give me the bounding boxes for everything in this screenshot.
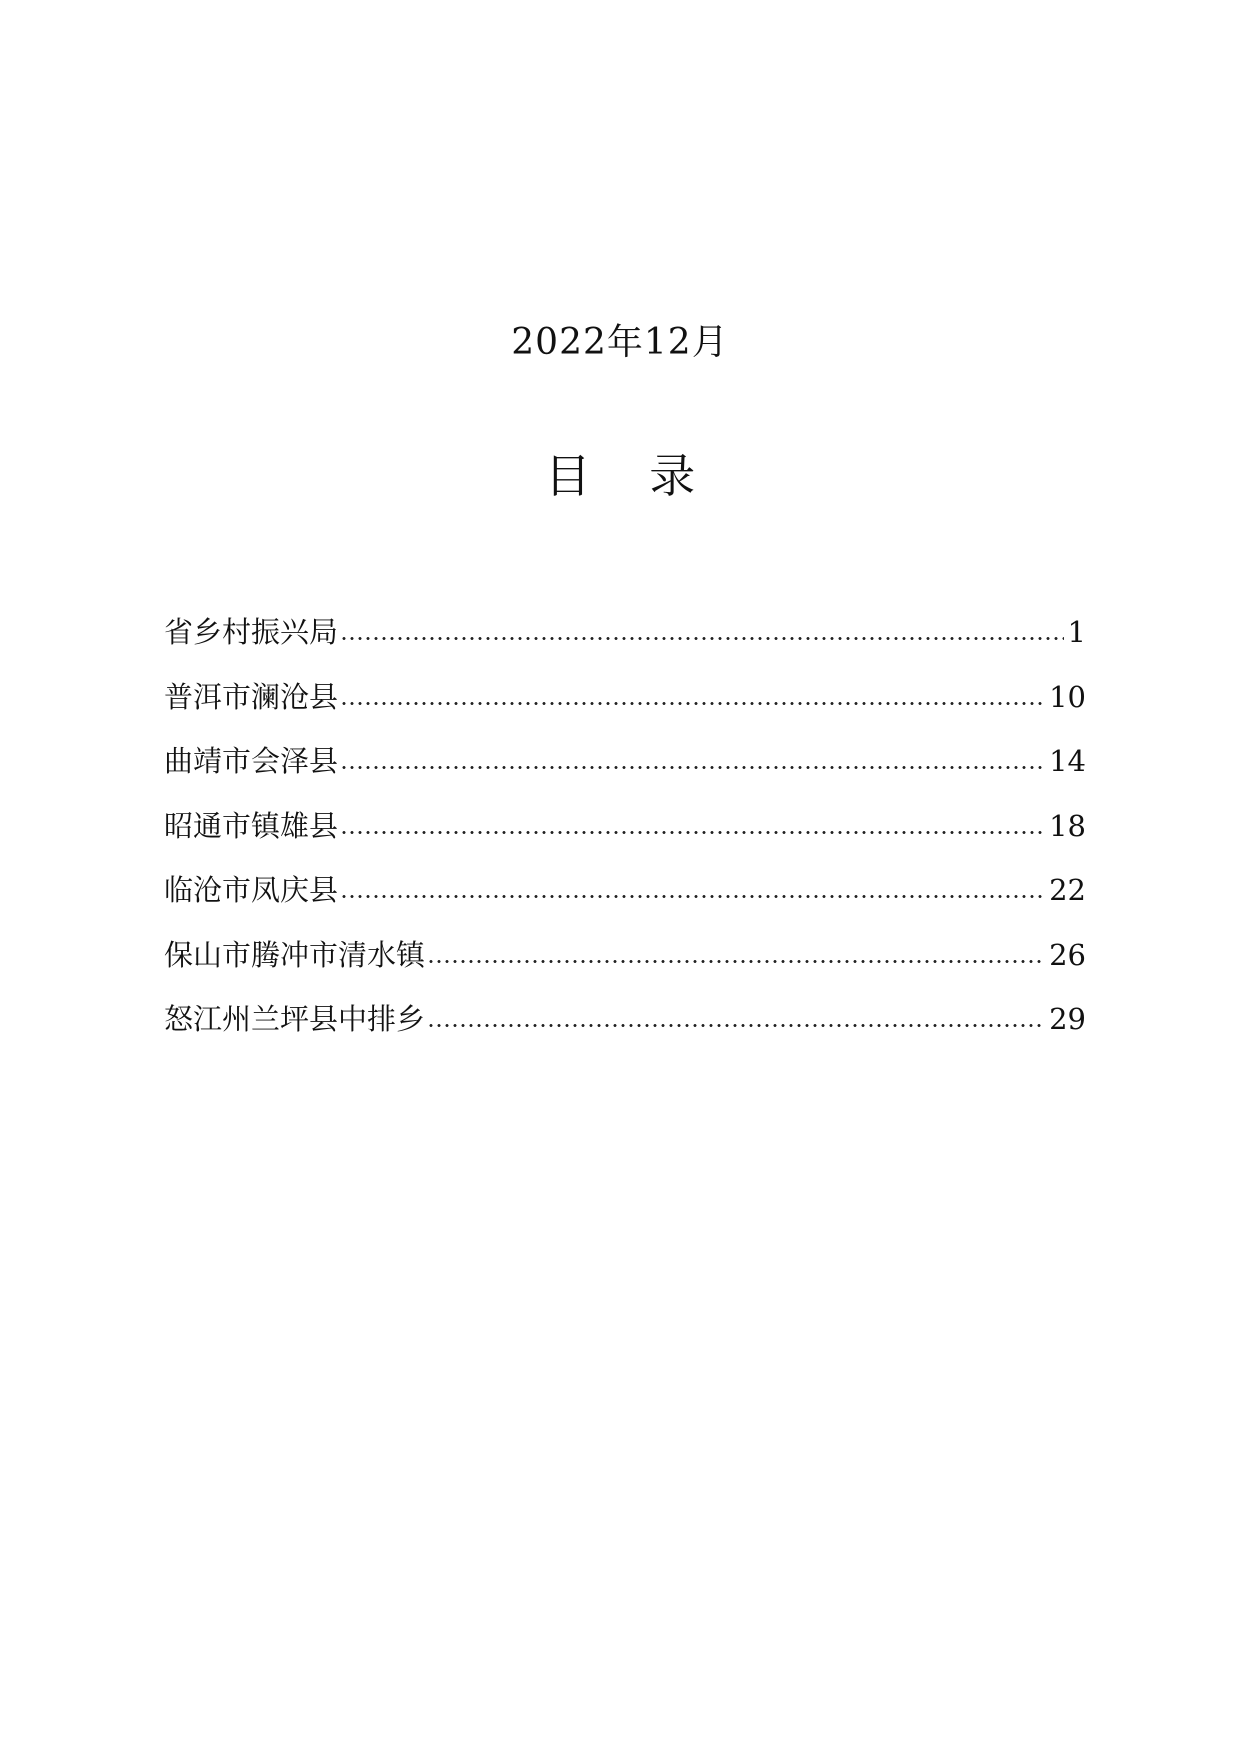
toc-entry-label[interactable]: 保山市腾冲市清水镇 [164, 937, 426, 972]
toc-entry-page-number: 14 [1049, 744, 1086, 778]
toc-title: 目 录 [544, 449, 718, 503]
dot-leader [340, 831, 1045, 834]
dot-leader [340, 702, 1045, 705]
toc-entry[interactable] [164, 997, 1086, 1062]
toc-entry-label[interactable]: 省乡村振兴局 [164, 615, 339, 649]
report-date: 2022年12月 [511, 322, 729, 363]
toc-entry-label[interactable]: 曲靖市会泽县 [164, 744, 339, 778]
dot-leader [340, 895, 1045, 898]
toc-entry[interactable] [164, 933, 1086, 998]
toc-entry[interactable] [164, 739, 1086, 804]
dot-leader [427, 1024, 1045, 1027]
dot-leader [427, 960, 1045, 963]
dot-leader [340, 637, 1064, 640]
toc-entry-label[interactable]: 临沧市凤庆县 [164, 873, 339, 907]
toc-entry-page-number: 18 [1049, 808, 1086, 843]
toc-entry-label[interactable]: 怒江州兰坪县中排乡 [164, 1002, 426, 1036]
toc-entry-page-number: 22 [1049, 873, 1086, 907]
toc-entry[interactable] [164, 804, 1086, 869]
table-of-contents [164, 610, 1086, 1062]
toc-entry-label[interactable]: 昭通市镇雄县 [164, 808, 339, 843]
toc-entry[interactable] [164, 610, 1086, 675]
dot-leader [340, 766, 1045, 769]
toc-entry[interactable] [164, 675, 1086, 740]
toc-entry[interactable] [164, 868, 1086, 933]
toc-entry-page-number: 10 [1049, 679, 1086, 714]
toc-entry-label[interactable]: 普洱市澜沧县 [164, 679, 339, 714]
toc-entry-page-number: 29 [1049, 1002, 1086, 1036]
toc-entry-page-number: 1 [1067, 615, 1086, 649]
toc-entry-page-number: 26 [1049, 937, 1086, 972]
